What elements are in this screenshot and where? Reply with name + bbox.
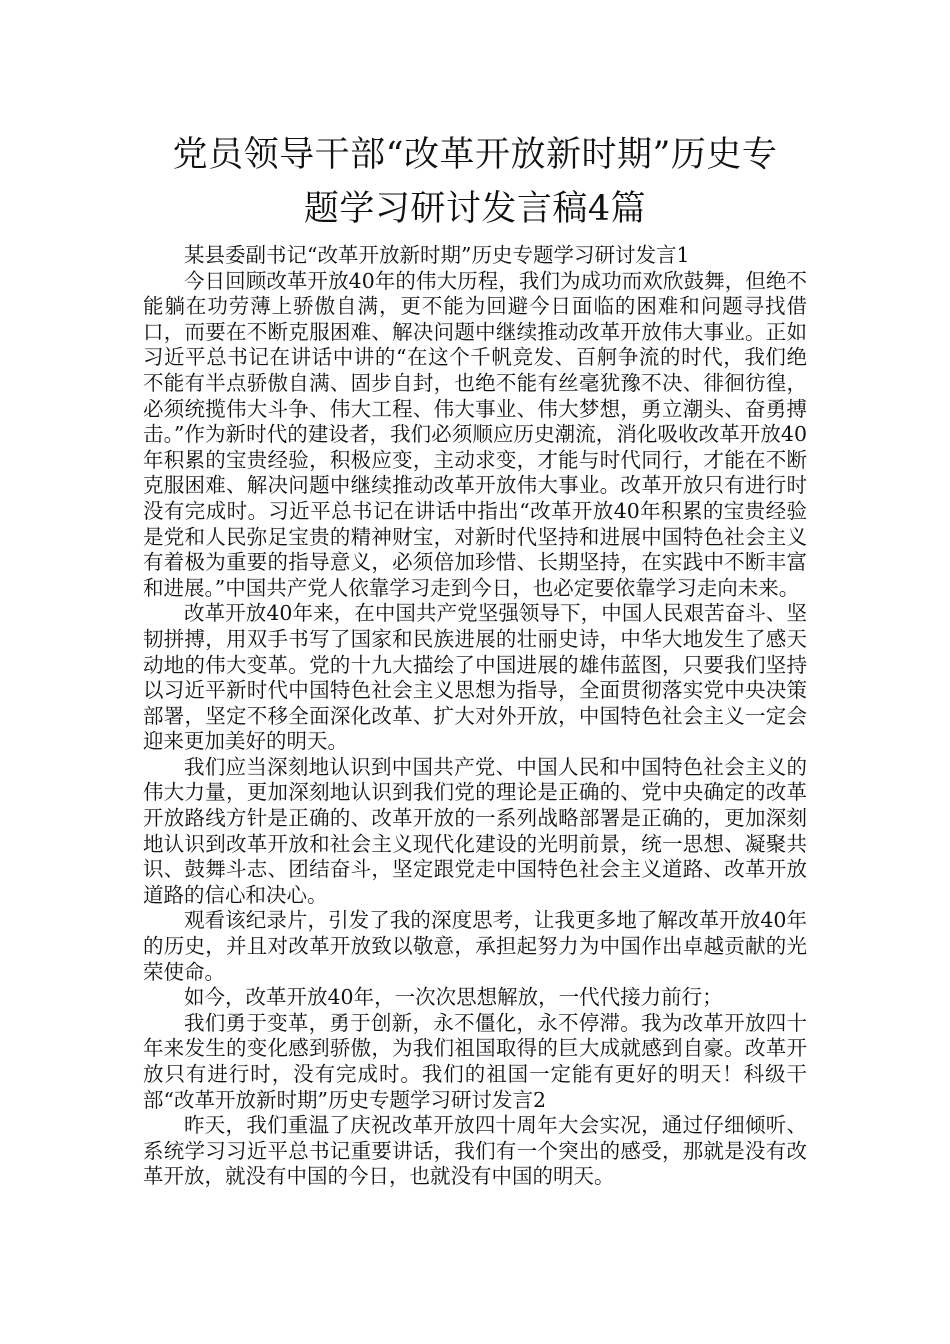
- paragraph: 今日回顾改革开放40年的伟大历程，我们为成功而欢欣鼓舞，但绝不能躺在功劳薄上骄傲自满，更不能为回避今日面临的困难和问题寻找借口，而要在不断克服困难、解决问题中继续推动改革开放伟大事业。正如习近平总书记在讲话中讲的“在这个千帆竞发、百舸争流的时代，我们绝不能有半点骄傲自满、固步自封，也绝不能有丝毫犹豫不决、徘徊彷徨，必须统揽伟大斗争、伟大工程、伟大事业、伟大梦想，勇立潮头、奋勇搏击。”作为新时代的建设者，我们必须顺应历史潮流，消化吸收改革开放40年积累的宝贵经验，积极应变，主动求变，才能与时代同行，才能在不断克服困难、解决问题中继续推动改革开放伟大事业。改革开放只有进行时没有完成时。习近平总书记在讲话中指出“改革开放40年积累的宝贵经验是党和人民弥足宝贵的精神财宝，对新时代坚持和进展中国特色社会主义有着极为重要的指导意义，必须倍加珍惜、长期坚持，在实践中不断丰富和进展。”中国共产党人依靠学习走到今日，也必定要依靠学习走向未来。: [143, 268, 807, 600]
- title-line-1: 党员领导干部“改革开放新时期”历史专: [172, 135, 778, 175]
- paragraph: 我们勇于变革，勇于创新，永不僵化，永不停滞。我为改革开放四十年来发生的变化感到骄傲，为我们祖国取得的巨大成就感到自豪。改革开放只有进行时，没有完成时。我们的祖国一定能有更好的明天！科级干部“改革开放新时期”历史专题学习研讨发言2: [143, 1010, 807, 1112]
- paragraph: 改革开放40年来，在中国共产党坚强领导下，中国人民艰苦奋斗、坚韧拼搏，用双手书写了国家和民族进展的壮丽史诗，中华大地发生了感天动地的伟大变革。党的十九大描绘了中国进展的雄伟蓝图，只要我们坚持以习近平新时代中国特色社会主义思想为指导，全面贯彻落实党中央决策部署，坚定不移全面深化改革、扩大对外开放，中国特色社会主义一定会迎来更加美好的明天。: [143, 601, 807, 754]
- section-heading-1: 某县委副书记“改革开放新时期”历史专题学习研讨发言1: [184, 243, 690, 267]
- document-title: [120, 128, 830, 236]
- paragraph: 昨天，我们重温了庆祝改革开放四十周年大会实况，通过仔细倾听、系统学习习近平总书记重要讲话，我们有一个突出的感受，那就是没有改革开放，就没有中国的今日，也就没有中国的明天。: [143, 1113, 807, 1189]
- paragraph: 如今，改革开放40年，一次次思想解放，一代代接力前行；: [184, 985, 723, 1010]
- paragraph: 我们应当深刻地认识到中国共产党、中国人民和中国特色社会主义的伟大力量，更加深刻地认识到我们党的理论是正确的、党中央确定的改革开放路线方针是正确的、改革开放的一系列战略部署是正确的，更加深刻地认识到改革开放和社会主义现代化建设的光明前景，统一思想、凝聚共识、鼓舞斗志、团结奋斗，坚定跟党走中国特色社会主义道路、改革开放道路的信心和决心。: [143, 754, 807, 907]
- paragraph: 观看该纪录片，引发了我的深度思考，让我更多地了解改革开放40年的历史，并且对改革开放致以敬意，承担起努力为中国作出卓越贡献的光荣使命。: [143, 908, 807, 984]
- document-body: [143, 243, 807, 1190]
- title-line-2: 题学习研讨发言稿4篇: [303, 189, 647, 229]
